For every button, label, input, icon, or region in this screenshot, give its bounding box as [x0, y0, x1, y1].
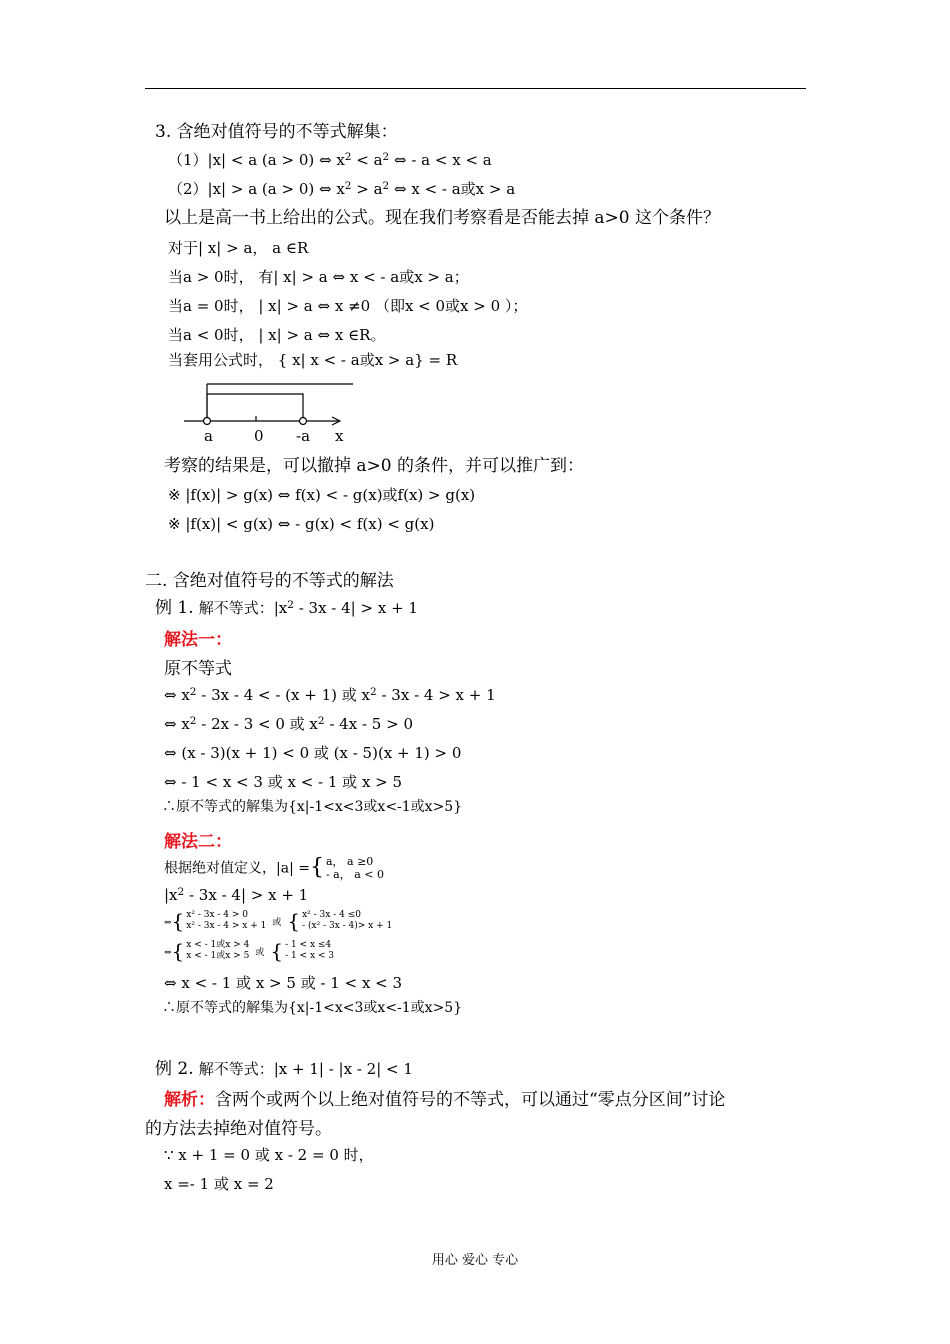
- diagram-label-a: a: [204, 427, 213, 445]
- solution-2-step-3: ⇔{ x < - 1或x > 4 x < - 1或x > 5 或 { - 1 < x ≤4 - 1 < x < 3: [164, 938, 335, 963]
- rule-2: ※ |f(x)| < g(x) ⇔ - g(x) < f(x) < g(x): [168, 515, 435, 533]
- diagram-label-neg-a: -a: [296, 427, 311, 445]
- formula-2: （2）|x| > a (a > 0) ⇔ $x^2 > a^2$ ⇔ x < - a或x > a: [168, 180, 516, 198]
- example-2-analysis: 解析：含两个或两个以上绝对值符号的不等式，可以通过“零点分区间”讨论: [164, 1090, 726, 1110]
- page-footer: 用心 爱心 专心: [431, 1253, 519, 1268]
- case-line-5: 当套用公式时， { x| x < - a或x > a} = R: [168, 351, 458, 369]
- solution-2-conclusion: ∴原不等式的解集为{x|-1<x<3或x<-1或x>5}: [162, 1000, 463, 1016]
- solution-1-step-2: ⇔ $x^2 - 2x - 3 < 0$ 或 $x^2 - 4x - 5 > 0$: [164, 715, 413, 733]
- case-line-1: 对于| x| > a， a ∈R: [168, 239, 309, 257]
- case-line-3: 当a = 0时， | x| > a ⇔ x ≠0 （即x < 0或x > 0 ）；: [168, 297, 528, 315]
- example-2-line-2: x =- 1 或 x = 2: [164, 1175, 274, 1193]
- point-a: [204, 418, 211, 425]
- diagram-label-0: 0: [254, 427, 264, 445]
- section-3-title: 3. 含绝对值符号的不等式解集：: [155, 122, 398, 142]
- question-text: 以上是高一书上给出的公式。现在我们考察看是否能去掉 a>0 这个条件？: [164, 208, 721, 228]
- solution-1-title: 解法一：: [164, 630, 232, 650]
- solution-1-step-1: ⇔ $x^2 - 3x - 4$ < - (x + 1) 或 $x^2 - 3x - 4 > x + 1$: [164, 686, 496, 704]
- solution-1-intro: 原不等式: [164, 659, 232, 679]
- example-2-analysis-cont: 的方法去掉绝对值符号。: [145, 1119, 332, 1139]
- solution-2-step-2: ⇔{ x² - 3x - 4 > 0 x² - 3x - 4 > x + 1 或 { x² - 3x - 4 ≤0 - (x² - 3x - 4)> x + 1: [164, 908, 393, 933]
- solution-1-conclusion: ∴原不等式的解集为{x|-1<x<3或x<-1或x>5}: [162, 799, 463, 815]
- solution-1-step-4: ⇔ - 1 < x < 3 或 x < - 1 或 x > 5: [164, 773, 403, 791]
- solution-2-step-4: ⇔ x < - 1 或 x > 5 或 - 1 < x < 3: [164, 974, 403, 992]
- rule-1: ※ |f(x)| > g(x) ⇔ f(x) < - g(x)或f(x) > g(x): [168, 486, 476, 504]
- formula-1: （1）|x| < a (a > 0) ⇔ $x^2 < a^2$ ⇔ - a < x < a: [168, 151, 492, 169]
- header-rule: [145, 88, 806, 89]
- bracket-inner: [207, 394, 303, 421]
- case-line-2: 当a > 0时， 有| x| > a ⇔ x < - a或x > a；: [168, 268, 469, 286]
- diagram-label-x: x: [335, 427, 344, 445]
- example-2: 例 2. 解不等式：|x + 1| - |x - 2| < 1: [155, 1059, 413, 1079]
- section-2-title: 二. 含绝对值符号的不等式的解法: [145, 571, 394, 591]
- example-1: 例 1. 解不等式：$|x^2 - 3x - 4| > x + 1$: [155, 598, 418, 618]
- abs-definition: 根据绝对值定义，|a| ={ a， a ≥0 - a， a < 0: [164, 855, 385, 882]
- example-2-line-1: ∵ x + 1 = 0 或 x - 2 = 0 时，: [164, 1146, 374, 1164]
- point-neg-a: [300, 418, 307, 425]
- solution-2-step-1: $|x^2 - 3x - 4| > x + 1$: [164, 886, 309, 904]
- solution-1-step-3: ⇔ (x - 3)(x + 1) < 0 或 (x - 5)(x + 1) > 0: [164, 744, 462, 762]
- result-text: 考察的结果是，可以撤掉 a>0 的条件，并可以推广到：: [164, 456, 585, 476]
- case-line-4: 当a < 0时， | x| > a ⇔ x ∈R。: [168, 326, 386, 344]
- solution-2-title: 解法二：: [164, 832, 232, 852]
